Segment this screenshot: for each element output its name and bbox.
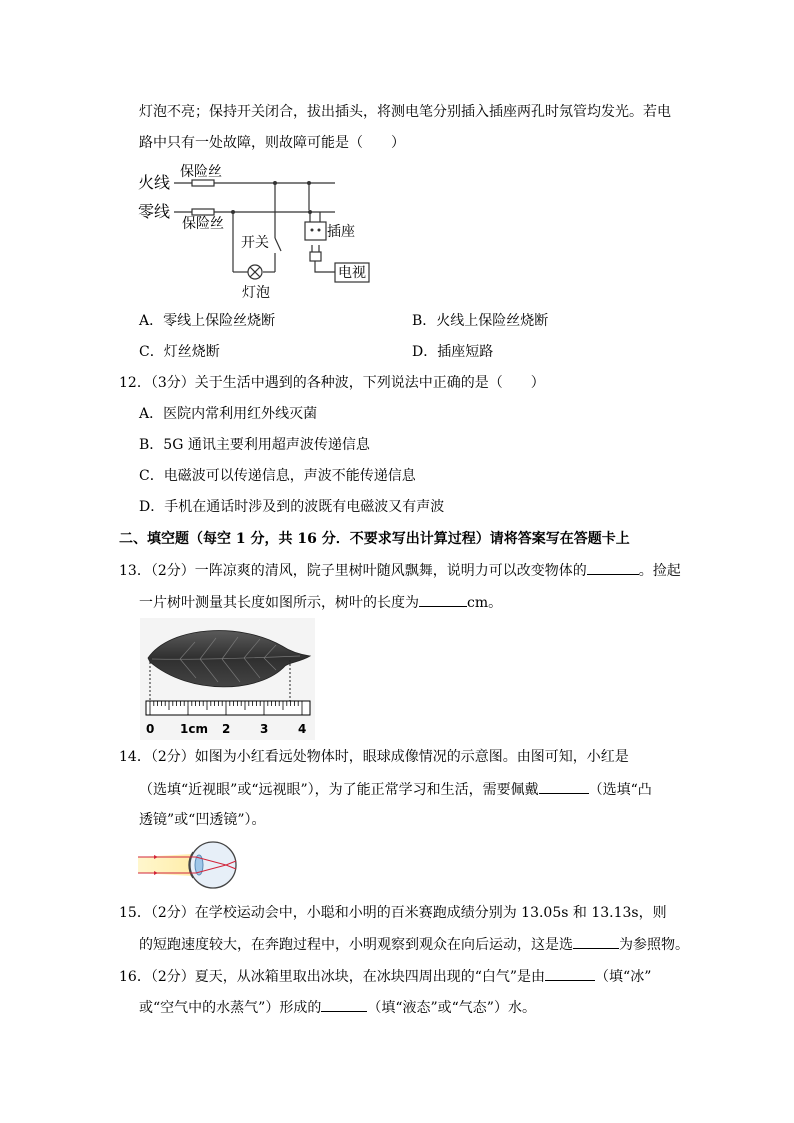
q12-stem: 12．（3分）关于生活中遇到的各种波，下列说法中正确的是（ ） (119, 375, 545, 391)
fuse-bottom-label: 保险丝 (182, 216, 224, 232)
q11-stem-line2: 路中只有一处故障，则故障可能是（ ） (139, 135, 405, 151)
ruler-label-3: 3 (260, 722, 269, 736)
q16-line1 (119, 967, 651, 986)
q13-leaf-ruler-figure (140, 618, 315, 740)
q15-line1: 15．（2分）在学校运动会中，小聪和小明的百米赛跑成绩分别为 13.05s 和 13.13s，则 (119, 905, 667, 921)
ruler-label-1cm: 1cm (180, 722, 208, 736)
q16-blank-2[interactable] (321, 998, 367, 1012)
bulb-label: 灯泡 (242, 285, 270, 301)
q13-line2 (139, 593, 502, 612)
q15-line2-b: 为参照物。 (619, 937, 689, 953)
q13-blank-2[interactable] (419, 593, 467, 607)
q11-option-b: B．火线上保险丝烧断 (412, 313, 549, 329)
ruler-label-2: 2 (222, 722, 231, 736)
fuse-top-icon (192, 180, 214, 186)
section2-title: 二、填空题（每空 1 分，共 16 分．不要求写出计算过程）请将答案写在答题卡上 (119, 531, 630, 547)
q13-line1 (119, 561, 681, 580)
q12-option-d: D．手机在通话时涉及到的波既有电磁波又有声波 (139, 499, 445, 515)
switch-icon (275, 238, 281, 251)
switch-label: 开关 (241, 235, 269, 251)
q14-line2-a: （选填“近视眼”或“远视眼”），为了能正常学习和生活，需要佩戴 (139, 782, 539, 798)
q15-line2-a: 的短跑速度较大，在奔跑过程中，小明观察到观众在向后运动，这是选 (139, 937, 573, 953)
q14-line1: 14．（2分）如图为小红看远处物体时，眼球成像情况的示意图。由图可知，小红是 (119, 749, 629, 765)
q14-line2-b: （选填“凸 (588, 782, 652, 798)
live-wire-label: 火线 (138, 173, 171, 192)
q16-line1-a: 16．（2分）夏天，从冰箱里取出冰块，在冰块四周出现的“白气”是由 (119, 969, 546, 985)
ruler (146, 701, 310, 715)
ruler-label-4: 4 (298, 722, 307, 736)
q13-line1-a: 13．（2分）一阵凉爽的清风，院子里树叶随风飘舞，说明力可以改变物体的 (119, 563, 587, 579)
q11-stem-line1: 灯泡不亮；保持开关闭合，拔出插头，将测电笔分别插入插座两孔时氖管均发光。若电 (139, 104, 671, 120)
q11-option-a: A．零线上保险丝烧断 (139, 313, 276, 329)
q15-blank-2[interactable] (573, 935, 619, 949)
q16-line2-a: 或“空气中的水蒸气”）形成的 (139, 1000, 322, 1016)
q13-blank-1[interactable] (587, 561, 639, 575)
fuse-bottom-icon (192, 209, 214, 215)
fuse-top-label: 保险丝 (180, 164, 222, 180)
q11-option-d: D．插座短路 (412, 344, 494, 360)
q13-line2-a: 一片树叶测量其长度如图所示，树叶的长度为 (139, 595, 419, 611)
q16-line1-b: （填“冰” (595, 969, 652, 985)
q14-eye-diagram (138, 840, 240, 892)
socket-icon (305, 222, 326, 240)
q11-option-c: C．灯丝烧断 (139, 344, 220, 360)
q15-line2 (139, 935, 689, 954)
q12-option-a: A．医院内常利用红外线灭菌 (139, 406, 318, 422)
q14-blank-2[interactable] (539, 780, 589, 794)
ruler-label-0: 0 (146, 722, 155, 736)
q12-option-c: C．电磁波可以传递信息，声波不能传递信息 (139, 468, 416, 484)
q13-line2-b: cm。 (467, 595, 503, 611)
q13-line1-b: 。捡起 (638, 563, 681, 579)
q16-line2 (139, 998, 536, 1017)
q16-line2-b: （填“液态”或“气态”）水。 (367, 1000, 536, 1016)
q14-line3: 透镜”或“凹透镜”）。 (139, 812, 266, 828)
neutral-wire-label: 零线 (138, 202, 171, 221)
q11-circuit-diagram (130, 160, 390, 305)
q16-blank-1[interactable] (545, 967, 595, 981)
q14-line2 (139, 780, 652, 799)
tv-label: 电视 (338, 265, 366, 281)
socket-label: 插座 (327, 224, 355, 240)
q12-option-b: B．5G 通讯主要利用超声波传递信息 (139, 437, 370, 453)
